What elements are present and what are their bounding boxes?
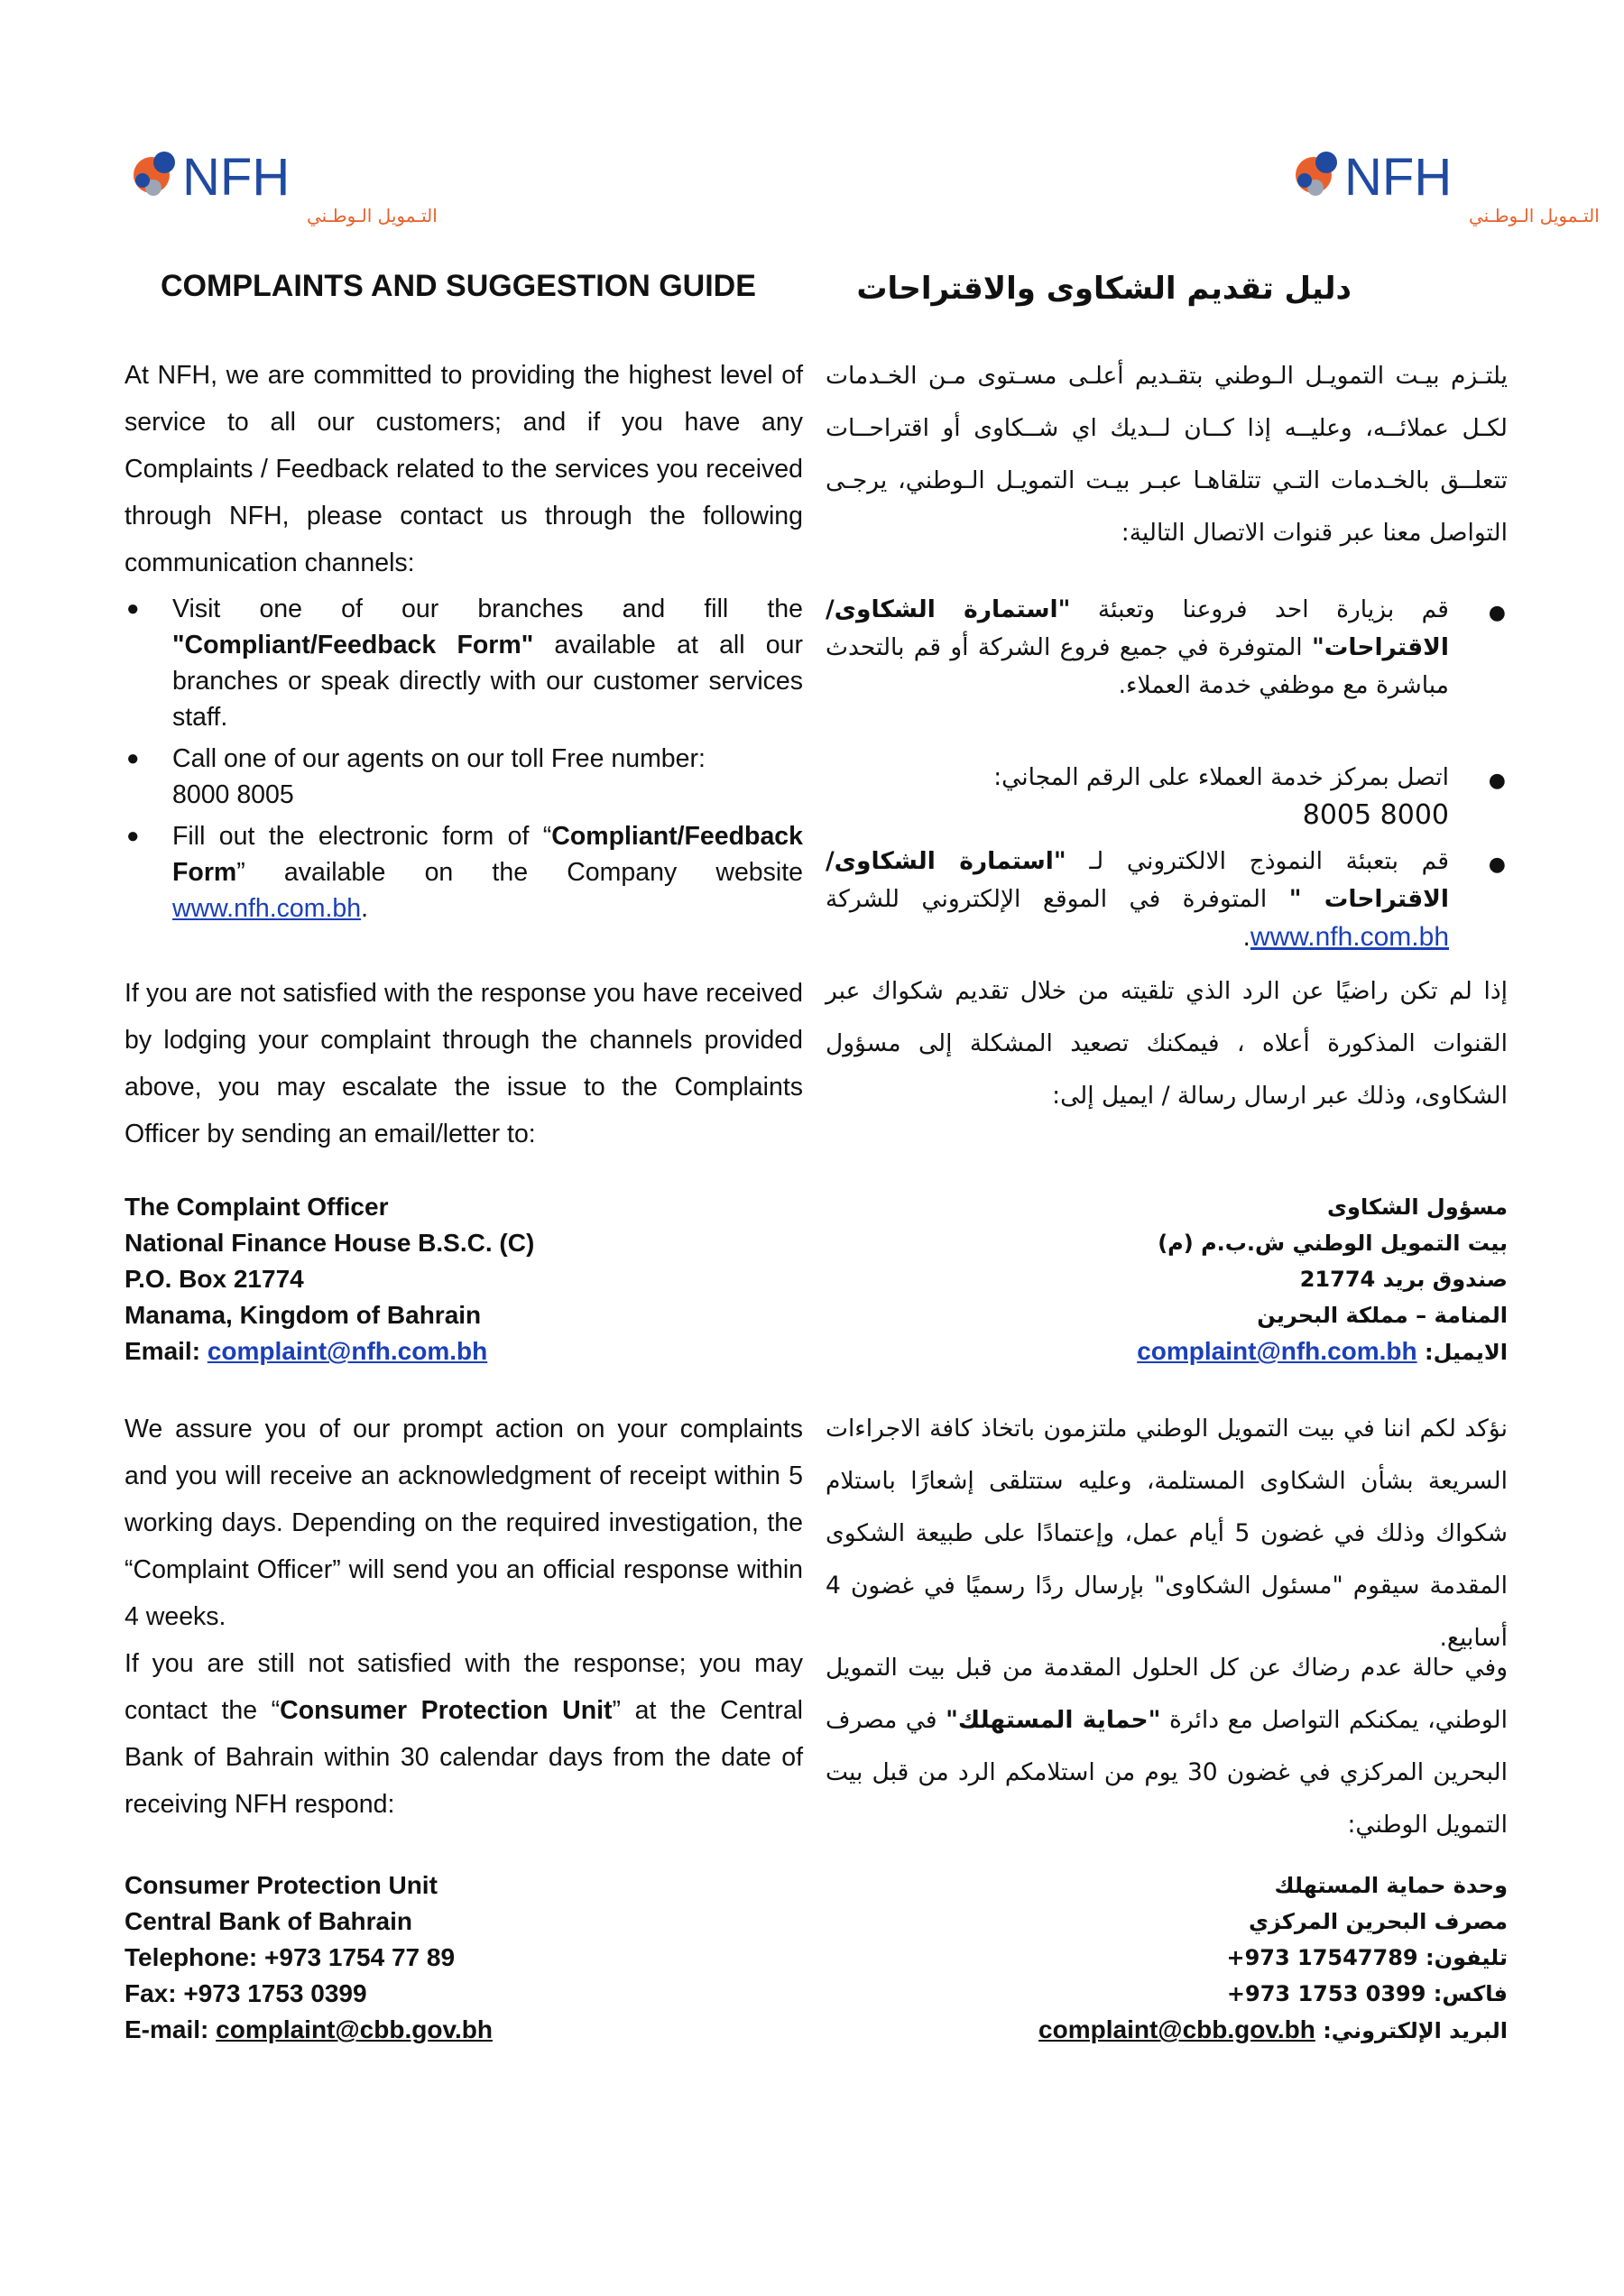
english-escalate bbox=[125, 970, 803, 1157]
list-item: ● Call one of our agents on our toll Free number: 8000 8005 bbox=[126, 744, 706, 809]
cbb-email-link-en[interactable]: complaint@cbb.gov.bh bbox=[216, 2015, 493, 2043]
complaint-email-link-en[interactable]: complaint@nfh.com.bh bbox=[207, 1337, 488, 1365]
list-item: ● اتصل بمركز خدمة العملاء على الرقم المجاني: 8000 8005 bbox=[993, 763, 1506, 831]
nfh-logo-left bbox=[126, 143, 438, 228]
nfh-logo-right bbox=[1288, 143, 1600, 228]
logo-text-ar: التـمويل الـوطـني bbox=[307, 205, 438, 226]
arabic-escalate bbox=[826, 965, 1508, 1122]
english-assurance bbox=[125, 1406, 803, 1640]
arabic-intro bbox=[826, 350, 1508, 559]
arabic-channel-list bbox=[826, 591, 1508, 964]
cbb-email-link-ar[interactable]: complaint@cbb.gov.bh bbox=[1038, 2015, 1315, 2043]
nfh-logo-icon bbox=[1288, 143, 1600, 228]
english-cbb-text: If you are still not satisfied with the response; you may contact the “Consumer Protection Unit” at the Central Bank of Bahrain within 30 calendar days from the date of receiving NFH respond: bbox=[125, 1649, 803, 1819]
arabic-cbb-address: وحدة حماية المستهلك مصرف البحرين المركزي تليفون: 17547789 973+ فاكس: 0399 1753 973+ البريد الإلكتروني: complaint@cbb.gov.bh bbox=[1038, 1873, 1508, 2043]
english-intro bbox=[125, 352, 803, 586]
english-cbb-address: Consumer Protection Unit Central Bank of Bahrain Telephone: +973 1754 77 89 Fax: +973 1753 0399 E-mail: complaint@cbb.gov.bh bbox=[125, 1871, 493, 2043]
arabic-complaint-officer-address: مسؤول الشكاوى بيت التمويل الوطني ش.ب.م (م) صندوق بريد 21774 المنامة – مملكة البحرين الايميل: complaint@nfh.com.bh bbox=[1137, 1194, 1508, 1365]
list-item: ● قم بزيارة احد فروعنا وتعبئة "استمارة الشكاوى/الاقتراحات" المتوفرة في جميع فروع الشركة أو قم بالتحدث مباشرة مع موظفي خدمة العملاء. bbox=[826, 595, 1506, 699]
arabic-intro-text: يلتـزم بيـت التمويـل الـوطني بتقـديم أعلـى مسـتوى مـن الخـدمات لكـل عملائــه، وعليــه إذا كــان لــديك اي شــكاوى أو اقتراحــات تتعلــق بالخـدمات التـي تتلقاهـا عبـر بيـت التمويـل الـوطني، يرجـى التواصل معنا عبر قنوات الاتصال التالية: bbox=[826, 362, 1508, 547]
arabic-cbb-text: وفي حالة عدم رضاك عن كل الحلول المقدمة من قبل بيت التمويل الوطني، يمكنكم التواصل مع دائرة "حماية المستهلك" في مصرف البحرين المركزي في غضون 30 يوم من استلامكم الرد من قبل بيت التمويل الوطني: bbox=[826, 1654, 1508, 1839]
list-item: ● Fill out the electronic form of “Compliant/Feedback Form” available on the Company website www.nfh.com.bh. bbox=[126, 822, 803, 923]
complaint-email-link-ar[interactable]: complaint@nfh.com.bh bbox=[1137, 1337, 1417, 1365]
arabic-assurance bbox=[826, 1403, 1508, 1664]
website-link-ar[interactable]: www.nfh.com.bh bbox=[1250, 922, 1449, 952]
arabic-cbb bbox=[826, 1642, 1508, 1851]
english-escalate-text: If you are not satisfied with the response you have received by lodging your complaint through the channels provided above, you may escalate the issue to the Complaints Officer by sending an email/letter to: bbox=[125, 979, 803, 1148]
toll-free-number-en: 8000 8005 bbox=[172, 780, 294, 809]
page-title-ar: دليل تقديم الشكاوى والاقتراحات bbox=[856, 271, 1352, 307]
english-intro-text: At NFH, we are committed to providing the highest level of service to all our customers; and if you have any Complaints / Feedback related to the services you received through NFH, please contact us through the following communication channels: bbox=[125, 361, 803, 577]
english-assurance-text: We assure you of our prompt action on your complaints and you will receive an acknowledgment of receipt within 5 working days. Depending on the required investigation, the “Complaint Officer” will send you an official response within 4 weeks. bbox=[125, 1415, 803, 1631]
logo-text-ar: التـمويل الـوطـني bbox=[1469, 205, 1600, 226]
english-cbb bbox=[125, 1640, 803, 1828]
english-channel-list bbox=[125, 591, 803, 932]
arabic-escalate-text: إذا لم تكن راضيًا عن الرد الذي تلقيته من خلال تقديم شكواك عبر القنوات المذكورة أعلاه ، فيمكنك تصعيد المشكلة إلى مسؤول الشكاوى، وذلك عبر ارسال رسالة / ايميل إلى: bbox=[826, 977, 1508, 1110]
website-link-en[interactable]: www.nfh.com.bh bbox=[172, 894, 362, 923]
page-title-en: COMPLAINTS AND SUGGESTION GUIDE bbox=[161, 269, 756, 303]
english-complaint-officer-address: The Complaint Officer National Finance House B.S.C. (C) P.O. Box 21774 Manama, Kingdom of Bahrain Email: complaint@nfh.com.bh bbox=[125, 1193, 535, 1365]
toll-free-number-ar: 8000 8005 bbox=[1302, 799, 1449, 831]
arabic-assurance-text: نؤكد لكم اننا في بيت التمويل الوطني ملتزمون باتخاذ كافة الاجراءات السريعة بشأن الشكاوى المستلمة، وعليه ستتلقى إشعارًا باستلام شكواك وذلك في غضون 5 أيام عمل، وإعتمادًا على طبيعة الشكوى المقدمة سيقوم "مسئول الشكاوى" بإرسال ردًا رسميًا في غضون 4 أسابيع. bbox=[826, 1415, 1508, 1652]
list-item: ● قم بتعبئة النموذج الالكتروني لـ "استمارة الشكاوى/الاقتراحات " المتوفرة في الموقع الإلكتروني للشركة www.nfh.com.bh. bbox=[826, 847, 1506, 952]
logo-text-en: NFH bbox=[1344, 148, 1453, 207]
nfh-logo-icon bbox=[126, 143, 438, 228]
list-item: ● Visit one of our branches and fill the "Compliant/Feedback Form" available at all our branches or speak directly with our customer services staff. bbox=[126, 595, 803, 732]
logo-text-en: NFH bbox=[182, 148, 291, 207]
